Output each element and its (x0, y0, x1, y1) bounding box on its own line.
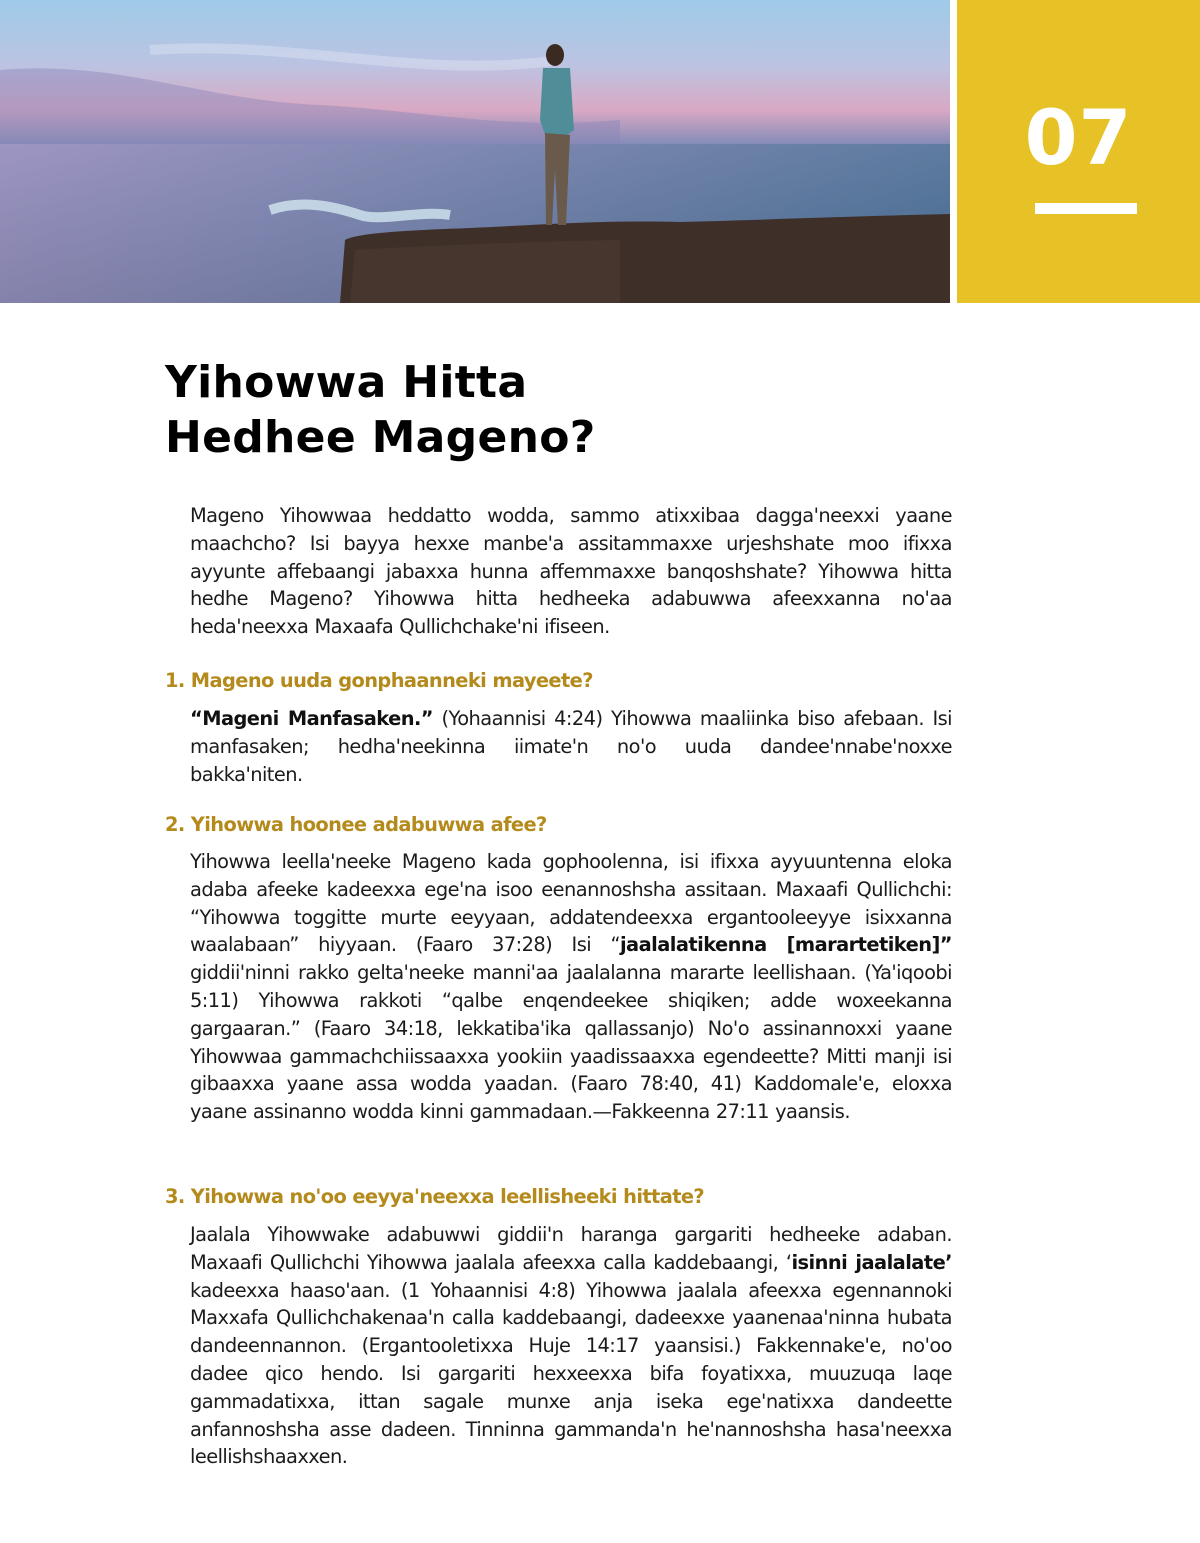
page-title (165, 355, 765, 465)
seascape-image (0, 0, 950, 303)
answer-2-text-part1: Yihowwa leella'neeke Mageno kada gophoolenna, isi ifixxa ayyuuntenna eloka adaba afeeke kadeexxa ege'na isoo eenannoshsha assitaan. Maxaafi Qullichchi: “Yihowwa toggitte murte eeyyaan, addatendeexxa ergantooleeyye isixxanna waalabaan” hiyyaan. (Faaro 37:28) Isi “ (190, 850, 952, 957)
header-photo (0, 0, 950, 303)
answer-1 (190, 705, 952, 788)
question-2: 2. Yihowwa hoonee adabuwwa afee? (165, 813, 547, 836)
answer-2 (190, 848, 952, 1126)
question-3: 3. Yihowwa no'oo eeyya'neexxa leellisheeki hittate? (165, 1185, 705, 1208)
answer-2-text-part2: giddii'ninni rakko gelta'neeke manni'aa jaalalanna mararte leellishaan. (Ya'iqoobi 5:11) Yihowwa rakkoti “qalbe enqendeekee shiqiken; adde woxeekanna gargaaran.” (Faaro 34:18, lekkatiba'ika qallassanjo) No'o assinannoxxi yaane Yihowwaa gammachchiissaaxxa yookiin yaadissaaxxa egendeette? Mitti manji isi gibaaxxa yaane assa wodda yaadan. (Faaro 78:40, 41) Kaddomale'e, eloxxa yaane assinanno wodda kinni gammadaan.—Fakkeenna 27:11 yaansis. (190, 961, 952, 1124)
answer-3-bold: isinni jaalalate’ (791, 1250, 952, 1274)
title-line-1: Yihowwa Hitta (165, 357, 528, 408)
chapter-badge (957, 0, 1200, 303)
question-1: 1. Mageno uuda gonphaanneki mayeete? (165, 669, 593, 692)
answer-3-text-part2: kadeexxa haaso'aan. (1 Yohaannisi 4:8) Yihowwa jaalala afeexxa egennannoki Maxxafa Qullichchakenaa'n calla kaddebaangi, dadeexxe yaanenaa'ninna hubata dandeennannon. (Ergantooletixxa Huje 14:17 yaansisi.) Fakkennake'e, no'oo dadee qico hendo. Isi gargariti hexxeexxa bifa foyatixxa, muuzuqa laqe gammadatixxa, ittan sagale munxe anja iseka ege'natixxa dandeette anfannoshsha asse dadeen. Tinninna gammanda'n he'nannoshsha hasa'neexxa leellishshaaxxen. (190, 1278, 952, 1469)
chapter-number: 07 (1024, 93, 1133, 182)
answer-2-bold: jaalalatikenna [marartetiken]” (619, 933, 952, 957)
answer-1-text: (Yohaannisi 4:24) Yihowwa maaliinka biso afebaan. Isi manfasaken; hedha'neekinna iimate'n no'o uuda dandee'nnabe'noxxe bakka'niten. (190, 707, 952, 786)
answer-3-text-part1: Jaalala Yihowwake adabuwwi giddii'n haranga gargariti hedheeke adaban. Maxaafi Qullichchi Yihowwa jaalala afeexxa calla kaddebaangi, ‘ (190, 1223, 952, 1274)
title-line-2: Hedhee Mageno? (165, 412, 596, 463)
intro-paragraph: Mageno Yihowwaa heddatto wodda, sammo atixxibaa dagga'neexxi yaane maachcho? Isi bayya hexxe manbe'a assitammaxxe urjeshshate moo ifixxa ayyunte affebaangi jabaxxa hunna affemmaxxe banqoshshate? Yihowwa hitta hedhe Mageno? Yihowwa hitta hedheeka adabuwwa afeexxanna no'aa heda'neexxa Maxaafa Qullichchake'ni ifiseen. (190, 504, 952, 639)
chapter-underline (1035, 203, 1137, 214)
answer-3 (190, 1221, 952, 1471)
answer-1-bold-lead: “Mageni Manfasaken.” (190, 707, 433, 730)
